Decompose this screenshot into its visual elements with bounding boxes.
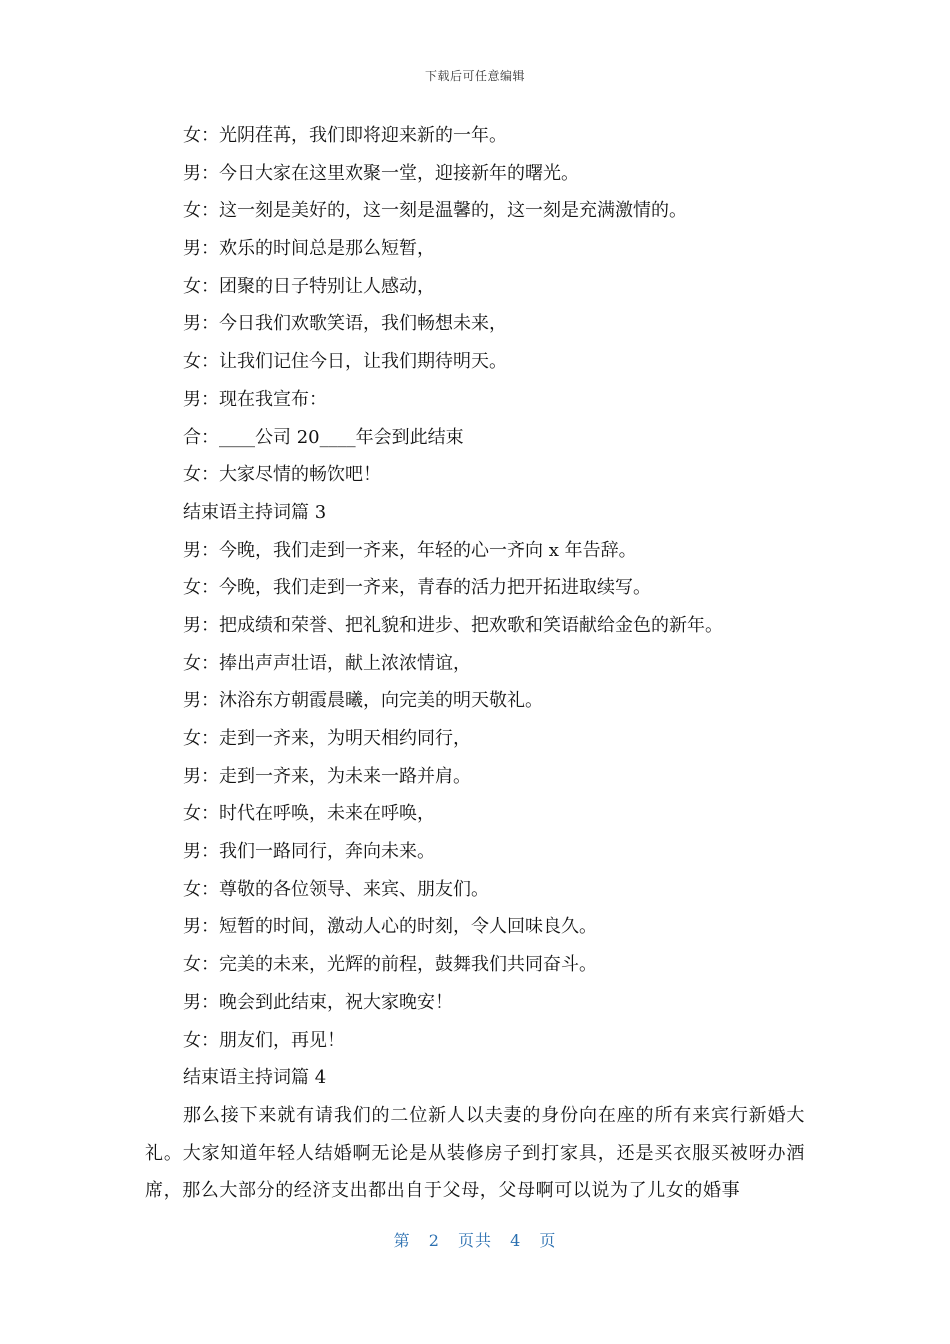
section-heading: 结束语主持词篇 4 (183, 1067, 327, 1089)
dialogue-line: 女：这一刻是美好的，这一刻是温馨的，这一刻是充满激情的。 (183, 200, 687, 222)
dialogue-line: 女：让我们记住今日，让我们期待明天。 (183, 351, 507, 373)
dialogue-line: 女：尊敬的各位领导、来宾、朋友们。 (183, 878, 489, 900)
dialogue-line: 男：今日我们欢歌笑语，我们畅想未来， (183, 313, 507, 335)
page-header: 下载后可任意编辑 (424, 69, 525, 83)
dialogue-line: 男：今晚，我们走到一齐来，年轻的心一齐向 x 年告辞。 (183, 539, 637, 561)
dialogue-line: 男：今日大家在这里欢聚一堂，迎接新年的曙光。 (183, 162, 579, 184)
dialogue-line: 女：今晚，我们走到一齐来，青春的活力把开拓进取续写。 (183, 577, 651, 599)
dialogue-line: 女：大家尽情的畅饮吧！ (183, 464, 381, 486)
body-paragraph: 那么接下来就有请我们的二位新人以夫妻的身份向在座的所有来宾行新婚大礼。大家知道年轻人结婚啊无论是从装修房子到打家具，还是买衣服买被呀办酒席，那么大部分的经济支出都出自于父母，父母啊可以说为了儿女的婚事 (145, 1104, 805, 1202)
section-heading: 结束语主持词篇 3 (183, 501, 327, 523)
dialogue-line: 女：朋友们，再见！ (183, 1029, 345, 1051)
dialogue-line: 女：光阴荏苒，我们即将迎来新的一年。 (183, 125, 507, 146)
dialogue-line: 男：把成绩和荣誉、把礼貌和进步、把欢歌和笑语献给金色的新年。 (183, 614, 723, 636)
dialogue-line: 合：____公司 20____年会到此结束 (183, 426, 464, 448)
dialogue-line: 男：现在我宣布： (183, 388, 327, 410)
dialogue-line: 男：走到一齐来，为未来一路并肩。 (183, 765, 471, 787)
document-body (145, 117, 805, 1210)
dialogue-line: 男：晚会到此结束，祝大家晚安！ (183, 991, 453, 1013)
dialogue-line: 男：沐浴东方朝霞晨曦，向完美的明天敬礼。 (183, 690, 543, 712)
dialogue-line: 女：走到一齐来，为明天相约同行， (183, 728, 471, 749)
dialogue-line: 女：捧出声声壮语，献上浓浓情谊， (183, 652, 471, 674)
dialogue-line: 女：时代在呼唤，未来在呼唤， (183, 803, 435, 825)
page-number-footer: 第 2 页共 4 页 (393, 1231, 557, 1250)
dialogue-line: 女：团聚的日子特别让人感动， (183, 275, 435, 297)
dialogue-line: 女：完美的未来，光辉的前程，鼓舞我们共同奋斗。 (183, 954, 597, 976)
dialogue-line: 男：欢乐的时间总是那么短暂， (183, 238, 435, 260)
dialogue-line: 男：短暂的时间，激动人心的时刻，令人回味良久。 (183, 916, 597, 938)
dialogue-line: 男：我们一路同行，奔向未来。 (183, 841, 435, 863)
